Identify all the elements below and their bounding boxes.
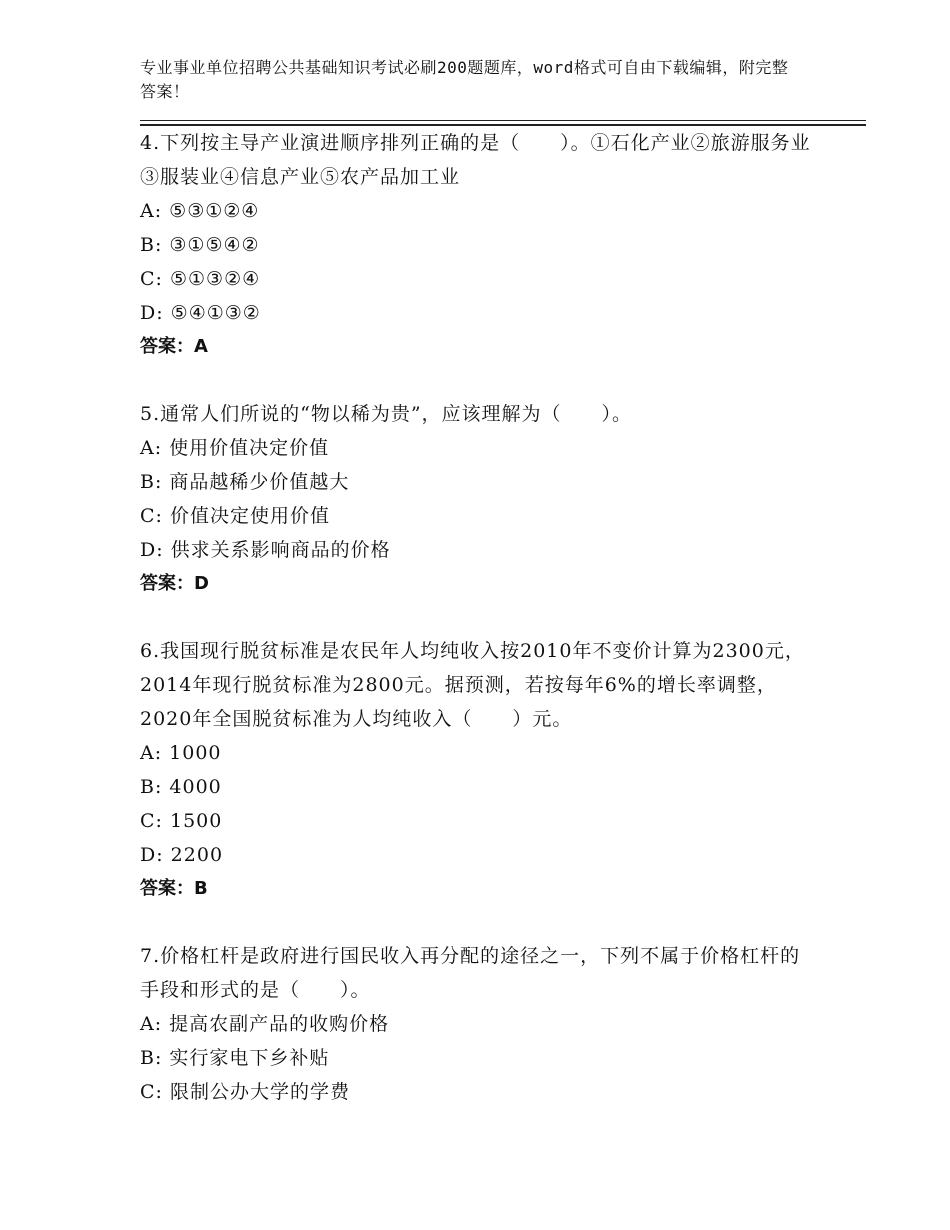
option-a: A: 1000 xyxy=(140,742,222,764)
question-list xyxy=(140,126,820,1142)
answer: 答案：D xyxy=(140,573,209,594)
question-text: 5.通常人们所说的“物以稀为贵”，应该理解为（ ）。 xyxy=(140,403,633,425)
option-b: B: 实行家电下乡补贴 xyxy=(140,1047,330,1069)
option-b: B: 商品越稀少价值越大 xyxy=(140,471,350,493)
answer: 答案：B xyxy=(140,878,208,899)
answer: 答案：A xyxy=(140,336,208,357)
question-text: 6.我国现行脱贫标准是农民年人均纯收入按2010年不变价计算为2300元，2014年现行脱贫标准为2800元。据预测，若按每年6%的增长率调整，2020年全国脱贫标准为人均纯收入（ ）元。 xyxy=(140,640,805,730)
option-c: C: 限制公办大学的学费 xyxy=(140,1081,350,1103)
option-a: A: 提高农副产品的收购价格 xyxy=(140,1013,390,1035)
document-header: 专业事业单位招聘公共基础知识考试必刷200题题库，word格式可自由下载编辑，附完整答案！ xyxy=(140,58,789,101)
option-c: C: ⑤①③②④ xyxy=(140,268,261,290)
option-d: D: ⑤④①③② xyxy=(140,302,261,324)
question-7 xyxy=(140,939,820,1109)
option-c: C: 1500 xyxy=(140,810,223,832)
question-6 xyxy=(140,634,820,906)
option-a: A: 使用价值决定价值 xyxy=(140,437,330,459)
option-d: D: 2200 xyxy=(140,844,224,866)
option-a: A: ⑤③①②④ xyxy=(140,200,260,222)
header-rule-thin xyxy=(140,120,866,121)
question-text: 4.下列按主导产业演进顺序排列正确的是（ ）。①石化产业②旅游服务业③服装业④信息产业⑤农产品加工业 xyxy=(140,132,811,188)
question-text: 7.价格杠杆是政府进行国民收入再分配的途径之一，下列不属于价格杠杆的手段和形式的是（ ）。 xyxy=(140,945,801,1001)
question-4 xyxy=(140,126,820,364)
option-d: D: 供求关系影响商品的价格 xyxy=(140,539,391,561)
option-b: B: ③①⑤④② xyxy=(140,234,260,256)
question-5 xyxy=(140,397,820,601)
option-c: C: 价值决定使用价值 xyxy=(140,505,330,527)
option-b: B: 4000 xyxy=(140,776,222,798)
